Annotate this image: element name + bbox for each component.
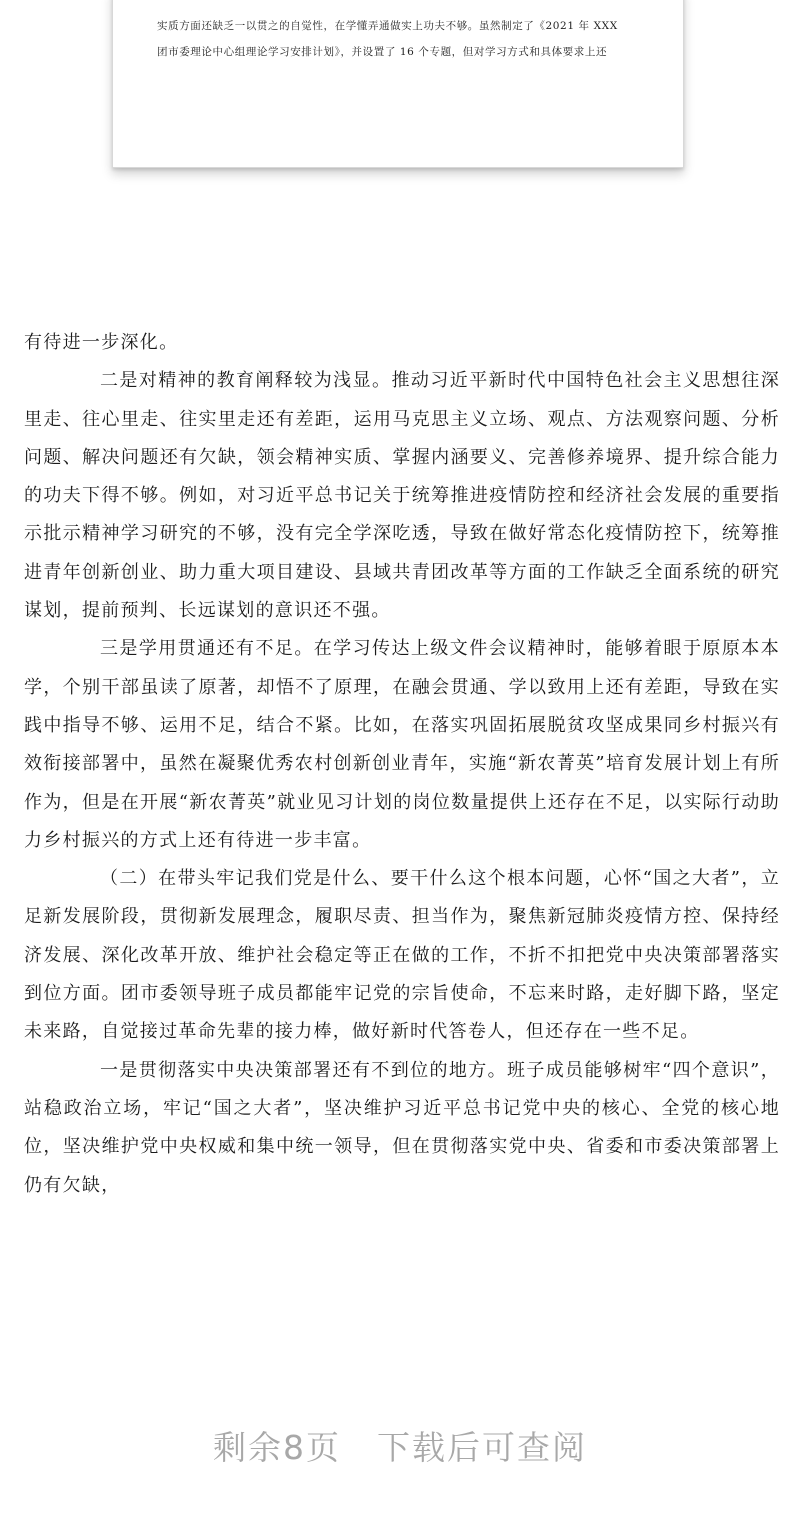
download-prompt[interactable] (0, 1422, 800, 1469)
document-preview-card (112, 0, 684, 168)
document-body (24, 324, 780, 1205)
paragraph: 有待进一步深化。 (24, 332, 179, 353)
preview-line: 团市委理论中心组理论学习安排计划》，并设置了 16 个专题，但对学习方式和具体要求上还 (157, 46, 608, 58)
paragraph: 三是学用贯通还有不足。在学习传达上级文件会议精神时，能够着眼于原原本本学，个别干部虽读了原著，却悟不了原理，在融会贯通、学以致用上还有差距，导致在实践中指导不够、运用不足，结合不紧。比如，在落实巩固拓展脱贫攻坚成果同乡村振兴有效衔接部署中，虽然在凝聚优秀农村创新创业青年，实施“新农菁英”培育发展计划上有所作为，但是在开展“新农菁英”就业见习计划的岗位数量提供上还存在不足，以实际行动助力乡村振兴的方式上还有待进一步丰富。 (24, 638, 780, 851)
download-to-view-label: 下载后可查阅 (377, 1428, 587, 1467)
paragraph: 一是贯彻落实中央决策部署还有不到位的地方。班子成员能够树牢“四个意识”，站稳政治立场，牢记“国之大者”，坚决维护习近平总书记党中央的核心、全党的核心地位，坚决维护党中央权威和集中统一领导，但在贯彻落实党中央、省委和市委决策部署上仍有欠缺， (24, 1059, 780, 1196)
preview-line: 实质方面还缺乏一以贯之的自觉性，在学懂弄通做实上功夫不够。虽然制定了《2021 年 XXX (157, 20, 618, 32)
paragraph: 二是对精神的教育阐释较为浅显。推动习近平新时代中国特色社会主义思想往深里走、往心里走、往实里走还有差距，运用马克思主义立场、观点、方法观察问题、分析问题、解决问题还有欠缺，领会精神实质、掌握内涵要义、完善修养境界、提升综合能力的功夫下得不够。例如，对习近平总书记关于统筹推进疫情防控和经济社会发展的重要指示批示精神学习研究的不够，没有完全学深吃透，导致在做好常态化疫情防控下，统筹推进青年创新创业、助力重大项目建设、县域共青团改革等方面的工作缺乏全面系统的研究谋划，提前预判、长远谋划的意识还不强。 (24, 370, 780, 622)
paragraph: （二）在带头牢记我们党是什么、要干什么这个根本问题，心怀“国之大者”，立足新发展阶段，贯彻新发展理念，履职尽责、担当作为，聚焦新冠肺炎疫情方控、保持经济发展、深化改革开放、维护社会稳定等正在做的工作，不折不扣把党中央决策部署落实到位方面。团市委领导班子成员都能牢记党的宗旨使命，不忘来时路，走好脚下路，坚定未来路，自觉接过革命先辈的接力棒，做好新时代答卷人，但还存在一些不足。 (24, 868, 780, 1043)
remaining-pages-label: 剩余8页 (213, 1428, 341, 1467)
